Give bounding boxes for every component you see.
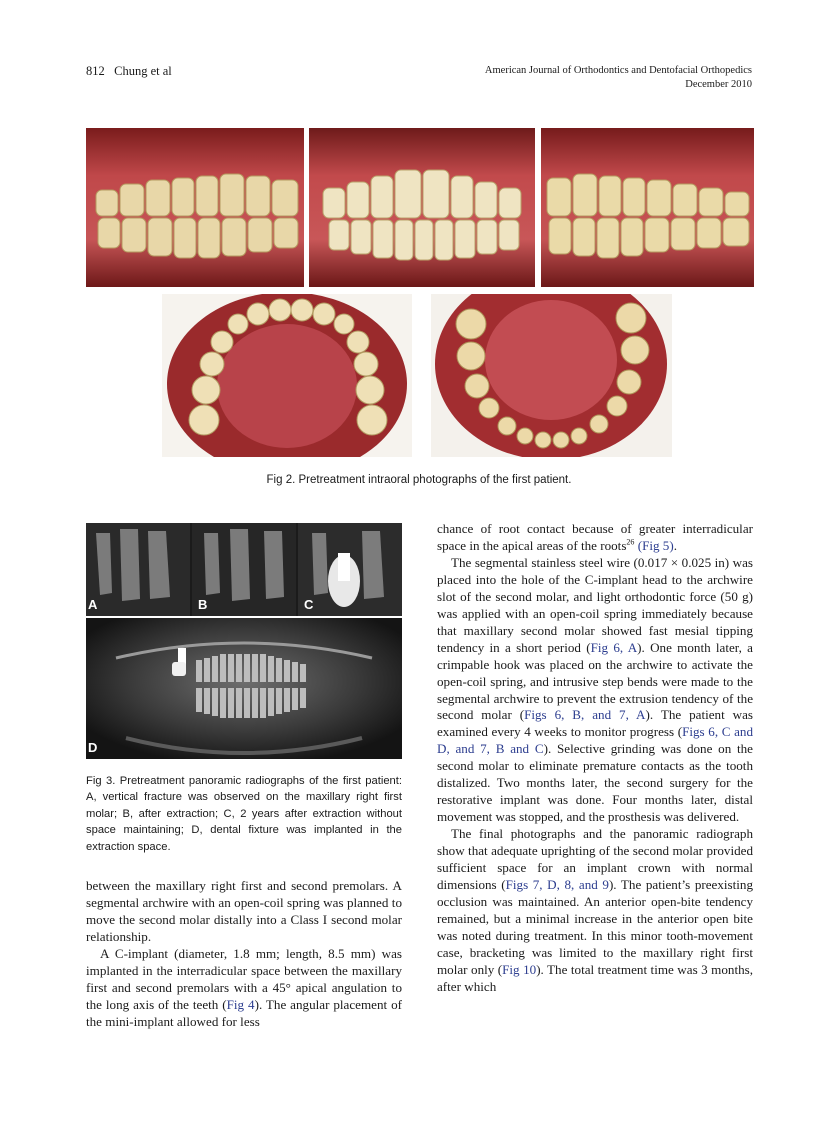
left-column-text [86,878,402,1031]
figure-3-caption: Fig 3. Pretreatment panoramic radiographs of the first patient: A, vertical fracture was observed on the maxillary right first molar; B, after extraction; C, 2 years after extraction without space maintaining; D, dental fixture was implanted in the extraction space. [86,775,402,853]
fig5-link[interactable]: (Fig 5) [637,537,674,553]
figs6b-7a-link[interactable]: Figs 6, B, and 7, A [524,707,646,723]
radiograph-label-d: D [88,740,98,755]
radiograph-periapical-row [86,523,402,616]
running-header-left [86,64,172,79]
intraoral-photo-frontal [309,128,535,287]
issue-date: December 2010 [685,79,752,90]
fig10-link[interactable]: Fig 10 [502,961,537,977]
figure-2-caption: Fig 2. Pretreatment intraoral photographs of the first patient. [266,474,572,486]
left-paragraph-1: between the maxillary right first and second premolars. A segmental archwire with an open-coil spring was planned to move the second molar distally into a Class I second molar relationship. [86,878,402,944]
radiograph-label-b: B [198,597,208,612]
left-paragraph-2: A C-implant (diameter, 1.8 mm; length, 8.5 mm) was implanted in the interradicular space between the maxillary first and second premolars with a 45° apical angulation to the long axis of the teeth (Fig 4). The angular placement of the mini-implant allowed for less [86,945,402,1029]
intraoral-photo-right-buccal [86,128,304,287]
right-paragraph-2: The segmental stainless steel wire (0.017 × 0.025 in) was placed into the hole of the C-implant head to the archwire slot of the second molar, and light orthodontic force (50 g) was applied with an open-coil spring immediately because that maxillary second molar showed fast mesial tipping tendency in a short period (Fig 6, A). One month later, a crimpable hook was placed on the archwire to activate the open-coil spring, and intrusive step bends were made to the segmental archwire to prevent the extrusion tendency of the second molar (Figs 6, B, and 7, A). The patient was examined every 4 weeks to monitor progress (Figs 6, C and D, and 7, B and C). Selective grinding was done on the second molar to eliminate premature contacts as the tooth distalized. Two months later, the second surgery for the restorative implant was done. Four months later, distal movement was stopped, and the prosthesis was delivered. [437,554,754,825]
citation-superscript[interactable]: 26 [626,537,635,547]
intraoral-photo-mandibular-occlusal [431,294,672,457]
radiograph-label-a: A [88,597,98,612]
radiograph-panoramic [86,618,402,759]
intraoral-photo-maxillary-occlusal [162,294,412,457]
right-paragraph-3: The final photographs and the panoramic radiograph show that adequate uprighting of the second molar provided sufficient space for an implant crown with normal dimensions (Figs 7, D, 8, and 9). The patient’s preexisting occlusion was maintained. An anterior open-bite tendency remained, but a minimal increase in the anterior open bite was noted during treatment. In this minor tooth-movement case, bracketing was limited to the maxillary right first molar only (Fig 10). The total treatment time was 3 months, after which [437,826,753,994]
radiograph-label-c: C [304,597,314,612]
journal-name: American Journal of Orthodontics and Dentofacial Orthopedics [484,65,752,76]
right-paragraph-1: chance of root contact because of greater interradicular space in the apical areas of the roots$^{26}$ (Fig 5). [437,521,753,553]
figs6cd-7bc-link[interactable]: Figs 6, C and D, and 7, B and C [437,724,754,757]
page-number: 812 [86,64,105,78]
fig6a-link[interactable]: Fig 6, A [590,639,638,655]
figs7d-8-9-link[interactable]: Figs 7, D, 8, and 9 [505,877,609,893]
intraoral-photo-left-buccal [541,128,754,287]
running-header-right [485,64,752,92]
fig4-link[interactable]: Fig 4 [226,996,255,1012]
right-column-text [437,521,753,996]
running-authors: Chung et al [114,64,172,78]
